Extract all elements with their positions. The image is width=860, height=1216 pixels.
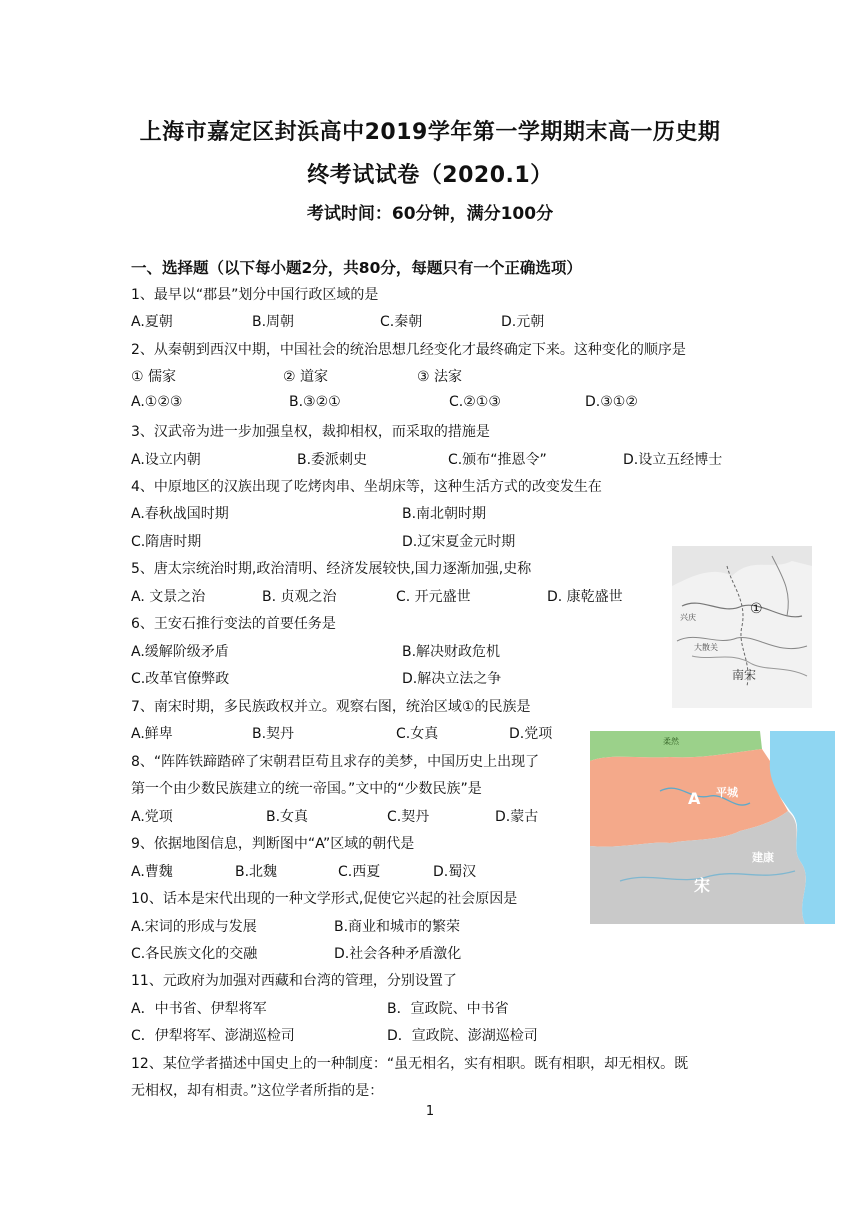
question-11-stem: 11、元政府为加强对西藏和台湾的管理，分别设置了 [131,973,457,989]
q6-option-b: B.解决财政危机 [402,644,501,660]
q3-option-d: D.设立五经博士 [623,452,723,468]
question-9-stem: 9、依据地图信息，判断图中“A”区域的朝代是 [131,836,415,852]
q11-option-a: A．中书省、伊犁将军 [131,1001,267,1017]
q5-option-b: B. 贞观之治 [262,589,337,605]
q8-option-c: C.契丹 [387,809,430,825]
q4-option-c: C.隋唐时期 [131,534,202,550]
q10-option-c: C.各民族文化的交融 [131,946,258,962]
q9-option-c: C.西夏 [338,864,381,880]
question-8-stem-line1: 8、“阵阵铁蹄踏碎了宋朝君臣苟且求存的美梦，中国历史上出现了 [131,754,540,770]
q2-item-3: ③ 法家 [417,369,463,385]
map1-region-label: ① [750,601,763,617]
q9-option-a: A.曹魏 [131,864,173,880]
map1-xingqing-label: 兴庆 [680,613,696,622]
q6-option-c: C.改革官僚弊政 [131,671,230,687]
q10-option-a: A.宋词的形成与发展 [131,919,257,935]
q4-option-d: D.辽宋夏金元时期 [402,534,516,550]
q6-option-d: D.解决立法之争 [402,671,502,687]
q2-option-a: A.①②③ [131,394,183,410]
q1-option-a: A.夏朝 [131,314,173,330]
q2-option-c: C.②①③ [449,394,501,410]
q7-option-b: B.契丹 [252,726,295,742]
q5-option-d: D. 康乾盛世 [547,589,623,605]
southern-song-map [672,546,812,708]
q11-option-d: D．宣政院、澎湖巡检司 [387,1028,538,1044]
q7-option-a: A.鲜卑 [131,726,173,742]
q9-option-d: D.蜀汉 [433,864,477,880]
q10-option-b: B.商业和城市的繁荣 [334,919,461,935]
exam-info: 考试时间：60分钟，满分100分 [306,204,554,224]
q3-option-c: C.颁布“推恩令” [448,452,547,468]
section-heading: 一、选择题（以下每小题2分，共80分，每题只有一个正确选项） [131,259,582,277]
q1-option-b: B.周朝 [252,314,295,330]
q5-option-a: A. 文景之治 [131,589,206,605]
q9-option-b: B.北魏 [235,864,278,880]
q5-option-c: C. 开元盛世 [396,589,471,605]
question-1-stem: 1、最早以“郡县”划分中国行政区域的是 [131,287,379,303]
q3-option-a: A.设立内朝 [131,452,201,468]
q8-option-d: D.蒙古 [495,809,539,825]
map2-region-a-label: A [688,789,701,808]
q1-option-c: C.秦朝 [380,314,423,330]
question-2-stem: 2、从秦朝到西汉中期，中国社会的统治思想几经变化才最终确定下来。这种变化的顺序是 [131,342,686,358]
q7-option-d: D.党项 [509,726,553,742]
question-5-stem: 5、唐太宗统治时期,政治清明、经济发展较快,国力逐渐加强,史称 [131,561,532,577]
q2-option-d: D.③①② [585,394,638,410]
question-10-stem: 10、话本是宋代出现的一种文学形式,促使它兴起的社会原因是 [131,891,518,907]
question-8-stem-line2: 第一个由少数民族建立的统一帝国。”文中的“少数民族”是 [131,781,482,797]
map2-jiankang-label: 建康 [752,851,774,864]
map2-pingcheng-label: 平城 [716,786,738,799]
northern-southern-dynasties-map [590,731,835,924]
q3-option-b: B.委派刺史 [297,452,368,468]
question-7-stem: 7、南宋时期，多民族政权并立。观察右图，统治区域①的民族是 [131,699,531,715]
q2-option-b: B.③②① [289,394,341,410]
q7-option-c: C.女真 [396,726,439,742]
map1-south-song-label: 南宋 [732,668,757,682]
map2-rouran-label: 柔然 [663,737,679,746]
question-6-stem: 6、王安石推行变法的首要任务是 [131,616,336,632]
exam-title-line2: 终考试试卷（2020.1） [307,163,553,188]
question-12-stem-line2: 无相权，却有相责。”这位学者所指的是： [131,1083,384,1099]
q8-option-b: B.女真 [266,809,309,825]
q11-option-c: C．伊犁将军、澎湖巡检司 [131,1028,295,1044]
question-3-stem: 3、汉武帝为进一步加强皇权，裁抑相权，而采取的措施是 [131,424,490,440]
question-12-stem-line1: 12、某位学者描述中国史上的一种制度：“虽无相名，实有相职。既有相职，却无相权。既 [131,1056,689,1072]
q8-option-a: A.党项 [131,809,173,825]
q4-option-b: B.南北朝时期 [402,506,487,522]
q4-option-a: A.春秋战国时期 [131,506,229,522]
q10-option-d: D.社会各种矛盾激化 [334,946,462,962]
question-4-stem: 4、中原地区的汉族出现了吃烤肉串、坐胡床等，这种生活方式的改变发生在 [131,479,602,495]
q2-item-1: ① 儒家 [131,369,177,385]
map1-dasanguan-label: 大散关 [694,643,718,652]
exam-title-line1: 上海市嘉定区封浜高中2019学年第一学期期末高一历史期 [139,120,721,145]
page-number: 1 [425,1104,435,1119]
q1-option-d: D.元朝 [501,314,545,330]
q11-option-b: B．宣政院、中书省 [387,1001,509,1017]
map2-song-label: 宋 [694,876,711,895]
q2-item-2: ② 道家 [283,369,329,385]
q6-option-a: A.缓解阶级矛盾 [131,644,229,660]
